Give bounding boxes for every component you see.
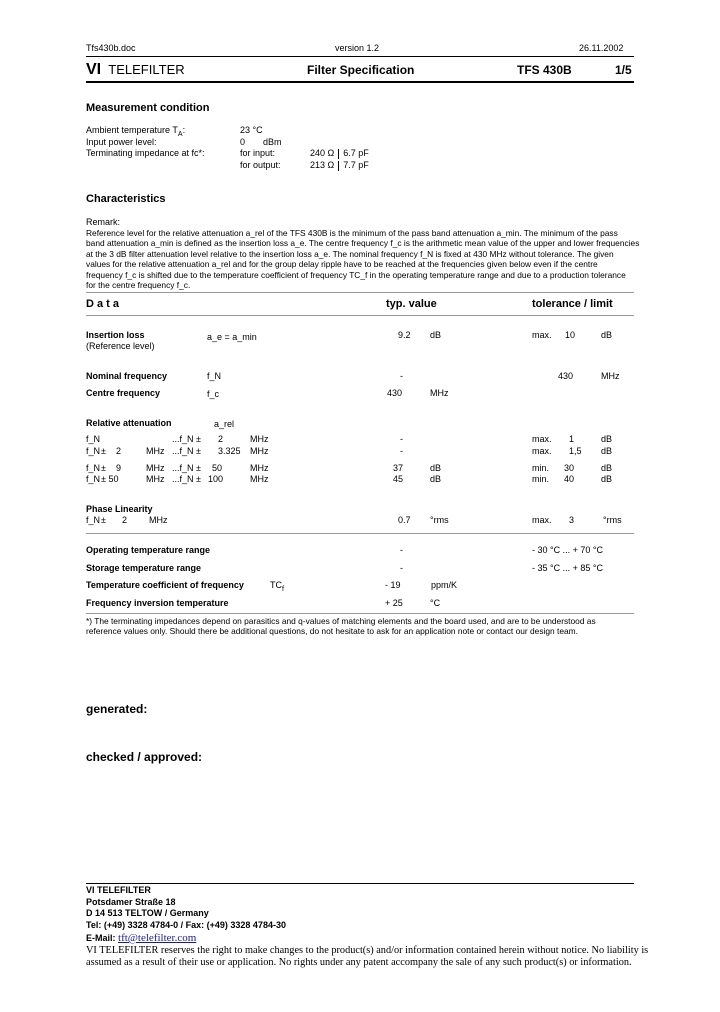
- rel-att-f1: f_N: [86, 463, 101, 473]
- centre-frequency-label: Centre frequency: [86, 388, 161, 398]
- footer-email: [86, 932, 196, 944]
- for-output-ohm: 213 Ω: [310, 160, 335, 170]
- tc-typ: - 19: [385, 580, 401, 590]
- tc-symbol-sub: f: [282, 585, 284, 593]
- table-rule-top: [86, 292, 634, 293]
- footer-company: VI TELEFILTER: [86, 885, 151, 895]
- rel-att-typ: -: [400, 446, 403, 456]
- rel-att-tol-prefix: min.: [532, 463, 550, 473]
- rel-att-tol-prefix: min.: [532, 474, 550, 484]
- for-input-impedance: [310, 148, 369, 159]
- date-label: 26.11.2002: [579, 43, 624, 53]
- tc-symbol-text: TC: [270, 580, 282, 590]
- phase-typ: 0.7: [398, 515, 411, 525]
- product-code: TFS 430B: [517, 63, 572, 77]
- ambient-temp-label-text: Ambient temperature T: [86, 125, 178, 135]
- insertion-loss-sublabel: (Reference level): [86, 341, 155, 351]
- rel-att-tol-unit: dB: [601, 434, 613, 444]
- phase-v: 2: [122, 515, 128, 525]
- rel-att-dots: ...f_N ±: [172, 446, 201, 456]
- remark-line: for the centre frequency f_c.: [86, 280, 191, 291]
- rel-att-u2: MHz: [250, 463, 269, 473]
- remark-text: [86, 228, 640, 291]
- rel-att-dots: ...f_N ±: [172, 463, 201, 473]
- rel-att-f1: f_N: [86, 434, 101, 444]
- nominal-frequency-tol: 430: [558, 371, 574, 381]
- rel-att-typ: 37: [393, 463, 404, 473]
- remark-line: at the 3 dB filter attenuation level relative to the insertion loss a_e. The nominal frequency f_N is fixed at 430 MHz without tolerance. The given: [86, 248, 614, 259]
- email-link[interactable]: tft@telefilter.com: [118, 932, 197, 944]
- input-power-label: Input power level:: [86, 137, 157, 147]
- table-rule-bottom: [86, 613, 634, 614]
- insertion-loss-symbol: a_e = a_min: [207, 332, 257, 342]
- rel-att-tol: 1,5: [569, 446, 582, 456]
- footer-city: D 14 513 TELTOW / Germany: [86, 908, 209, 918]
- remark-line: values for the relative attenuation a_rel and for the group delay ripple have to be reached at the frequencies given below even if the centre: [86, 259, 598, 270]
- nominal-frequency-unit: MHz: [601, 371, 620, 381]
- rel-att-v2: 2: [218, 434, 224, 444]
- footer-rule: [86, 883, 634, 884]
- ambient-temp-value: 23 °C: [240, 125, 263, 135]
- nominal-frequency-typ: -: [400, 371, 403, 381]
- remark-line: frequency f_c is shifted due to the temperature coefficient of frequency TC_f in the operating temperature range and due to a production tolerance: [86, 269, 626, 280]
- for-output-pf: 7.7 pF: [343, 160, 369, 170]
- insertion-loss-tol-unit: dB: [601, 330, 613, 340]
- measurement-heading: Measurement condition: [86, 102, 210, 114]
- rel-att-dots: ...f_N ±: [172, 474, 201, 484]
- rel-att-u1: MHz: [146, 446, 165, 456]
- rel-att-f1: f_N: [86, 446, 101, 456]
- separator-bar: [338, 149, 339, 159]
- col-typ-header: typ. value: [386, 298, 437, 310]
- relative-attenuation-label: Relative attenuation: [86, 418, 172, 428]
- ambient-temp-label: [86, 125, 185, 138]
- inversion-temp-label: Frequency inversion temperature: [86, 598, 229, 608]
- version-label: version 1.2: [335, 43, 380, 53]
- rel-att-typ: 45: [393, 474, 404, 484]
- rel-att-tol: 30: [564, 463, 575, 473]
- rel-att-tol-unit: dB: [601, 474, 613, 484]
- file-name: Tfs430b.doc: [86, 43, 136, 53]
- characteristics-heading: Characteristics: [86, 193, 166, 205]
- footer-street: Potsdamer Straße 18: [86, 897, 176, 907]
- inversion-temp-typ: + 25: [385, 598, 403, 608]
- for-input-pf: 6.7 pF: [343, 148, 369, 158]
- disclaimer-line-1: VI TELEFILTER reserves the right to make changes to the product(s) and/or information contained herein without notice. No liability is: [86, 945, 649, 956]
- logo-vi: VI: [86, 61, 102, 78]
- tc-typ-unit: ppm/K: [431, 580, 458, 590]
- phase-tol-prefix: max.: [532, 515, 552, 525]
- phase-linearity-label: Phase Linearity: [86, 504, 153, 514]
- rel-att-u2: MHz: [250, 434, 269, 444]
- remark-label: Remark:: [86, 217, 121, 227]
- company-logo: [86, 61, 185, 79]
- storage-temp-tol: - 35 °C ... + 85 °C: [532, 563, 603, 573]
- phase-typ-unit: °rms: [430, 515, 449, 525]
- phase-tol-unit: °rms: [603, 515, 622, 525]
- centre-frequency-typ: 430: [387, 388, 403, 398]
- footnote-line: reference values only. Should there be additional questions, do not hesitate to ask for an application note or contact our design team.: [86, 626, 578, 637]
- rel-att-typ-unit: dB: [430, 463, 442, 473]
- table-rule-header: [86, 315, 634, 316]
- for-input-label: for input:: [240, 148, 276, 158]
- rel-att-u1: MHz: [146, 474, 165, 484]
- insertion-loss-tol: 10: [565, 330, 576, 340]
- tc-symbol: [270, 580, 284, 593]
- table-rule-mid: [86, 533, 634, 534]
- operating-temp-tol: - 30 °C ... + 70 °C: [532, 545, 603, 555]
- centre-frequency-symbol: f_c: [207, 389, 220, 399]
- insertion-loss-typ-unit: dB: [430, 330, 442, 340]
- operating-temp-typ: -: [400, 545, 403, 555]
- storage-temp-label: Storage temperature range: [86, 563, 202, 573]
- relative-attenuation-symbol: a_rel: [214, 419, 235, 429]
- rel-att-tol-unit: dB: [601, 463, 613, 473]
- footnote-line: *) The terminating impedances depend on parasitics and q-values of matching elements and the board used, and are to be understood as: [86, 616, 596, 626]
- rel-att-v1: 9: [116, 463, 122, 473]
- insertion-loss-tol-prefix: max.: [532, 330, 552, 340]
- rel-att-pm1: ±: [101, 446, 106, 456]
- remark-line: band attenuation a_min is defined as the insertion loss a_e. The centre frequency f_c is the arithmetic mean value of the upper and lower frequencies: [86, 238, 640, 249]
- input-power-unit: dBm: [263, 137, 282, 147]
- phase-tol: 3: [569, 515, 575, 525]
- insertion-loss-label: Insertion loss: [86, 330, 145, 340]
- rel-att-u1: MHz: [146, 463, 165, 473]
- rel-att-typ: -: [400, 434, 403, 444]
- nominal-frequency-label: Nominal frequency: [86, 371, 168, 381]
- nominal-frequency-symbol: f_N: [207, 371, 222, 381]
- rel-att-pm1: ± 50: [101, 474, 119, 484]
- phase-u: MHz: [149, 515, 168, 525]
- phase-pm: ±: [101, 515, 106, 525]
- col-tol-header: tolerance / limit: [532, 298, 613, 310]
- rel-att-tol-prefix: max.: [532, 434, 552, 444]
- rel-att-u2: MHz: [250, 446, 269, 456]
- remark-line: Reference level for the relative attenuation a_rel of the TFS 430B is the minimum of the pass band attenuation a_min. The minimum of the pass: [86, 228, 618, 238]
- checked-approved-label: checked / approved:: [86, 750, 203, 764]
- tc-label: Temperature coefficient of frequency: [86, 580, 244, 590]
- rel-att-v2: 100: [208, 474, 224, 484]
- doc-title: Filter Specification: [307, 63, 415, 77]
- ambient-temp-sub: A: [177, 130, 183, 138]
- header-rule-bottom: [86, 81, 634, 83]
- rel-att-tol-unit: dB: [601, 446, 613, 456]
- header-rule-top: [86, 56, 634, 57]
- page-number: 1/5: [615, 63, 632, 77]
- generated-label: generated:: [86, 702, 148, 716]
- email-label: E-Mail:: [86, 933, 116, 943]
- insertion-loss-typ: 9.2: [398, 330, 411, 340]
- for-output-label: for output:: [240, 160, 281, 170]
- rel-att-tol: 1: [569, 434, 575, 444]
- operating-temp-label: Operating temperature range: [86, 545, 211, 555]
- col-data-header: D a t a: [86, 298, 120, 310]
- disclaimer-line-2: assumed as a result of their use or application. No rights under any patent accompany the sale of any such product(s) or information.: [86, 957, 632, 968]
- ambient-temp-colon: :: [182, 125, 186, 135]
- rel-att-typ-unit: dB: [430, 474, 442, 484]
- for-output-impedance: [310, 160, 369, 171]
- rel-att-v2: 50: [212, 463, 223, 473]
- rel-att-dots: ...f_N ±: [172, 434, 201, 444]
- footer-phone: Tel: (+49) 3328 4784-0 / Fax: (+49) 3328 4784-30: [86, 920, 286, 930]
- company-name: TELEFILTER: [108, 62, 185, 77]
- separator-bar: [338, 161, 339, 171]
- for-input-ohm: 240 Ω: [310, 148, 335, 158]
- phase-f: f_N: [86, 515, 101, 525]
- rel-att-v2: 3.325: [218, 446, 241, 456]
- rel-att-v1: 2: [116, 446, 122, 456]
- rel-att-f1: f_N: [86, 474, 101, 484]
- storage-temp-typ: -: [400, 563, 403, 573]
- centre-frequency-unit: MHz: [430, 388, 449, 398]
- terminating-impedance-label: Terminating impedance at fc*:: [86, 148, 205, 158]
- rel-att-tol-prefix: max.: [532, 446, 552, 456]
- rel-att-pm1: ±: [101, 463, 106, 473]
- inversion-temp-unit: °C: [430, 598, 441, 608]
- footnote: [86, 616, 634, 637]
- input-power-value: 0: [240, 137, 246, 147]
- rel-att-u2: MHz: [250, 474, 269, 484]
- rel-att-tol: 40: [564, 474, 575, 484]
